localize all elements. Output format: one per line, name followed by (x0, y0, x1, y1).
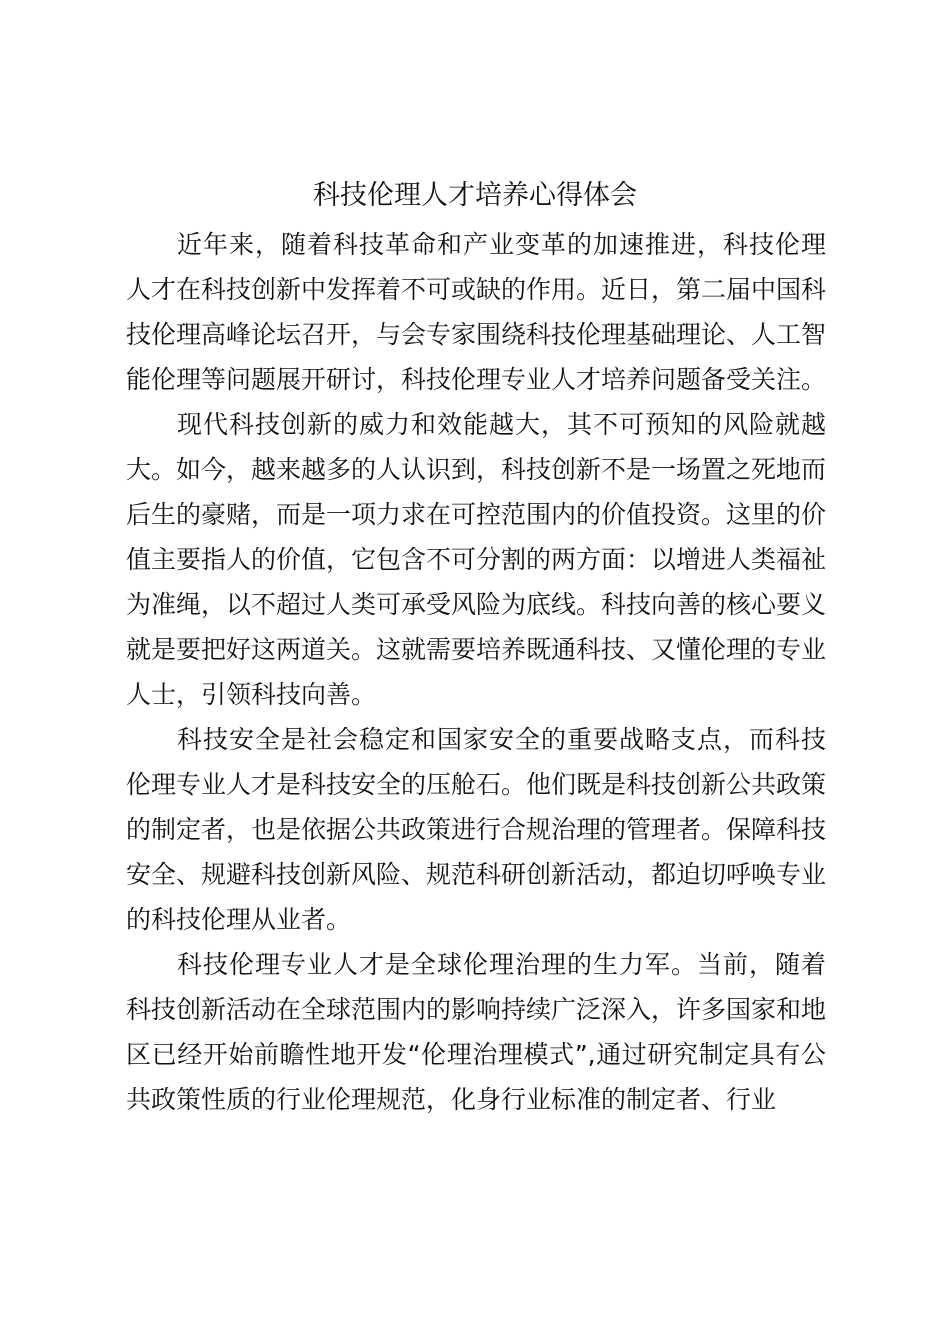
paragraph: 现代科技创新的威力和效能越大，其不可预知的风险就越大。如今，越来越多的人认识到，科技创新不是一场置之死地而后生的豪赌，而是一项力求在可控范围内的价值投资。这里的价值主要指人的价值，它包含不可分割的两方面：以增进人类福祉为准绳，以不超过人类可承受风险为底线。科技向善的核心要义就是要把好这两道关。这就需要培养既通科技、又懂伦理的专业人士，引领科技向善。 (126, 410, 827, 709)
paragraph: 科技伦理专业人才是全球伦理治理的生力军。当前，随着科技创新活动在全球范围内的影响持续广泛深入，许多国家和地区已经开始前瞻性地开发“伦理治理模式”,通过研究制定具有公共政策性质的行业伦理规范，化身行业标准的制定者、行业 (126, 950, 827, 1114)
paragraph: 科技安全是社会稳定和国家安全的重要战略支点，而科技伦理专业人才是科技安全的压舱石。他们既是科技创新公共政策的制定者，也是依据公共政策进行合规治理的管理者。保障科技安全、规避科技创新风险、规范科研创新活动，都迫切呼唤专业的科技伦理从业者。 (126, 725, 827, 934)
document-title: 科技伦理人才培养心得体会 (313, 180, 637, 211)
document-body (126, 222, 826, 1122)
paragraph: 近年来，随着科技革命和产业变革的加速推进，科技伦理人才在科技创新中发挥着不可或缺的作用。近日，第二届中国科技伦理高峰论坛召开，与会专家围绕科技伦理基础理论、人工智能伦理等问题展开研讨，科技伦理专业人才培养问题备受关注。 (126, 230, 827, 394)
